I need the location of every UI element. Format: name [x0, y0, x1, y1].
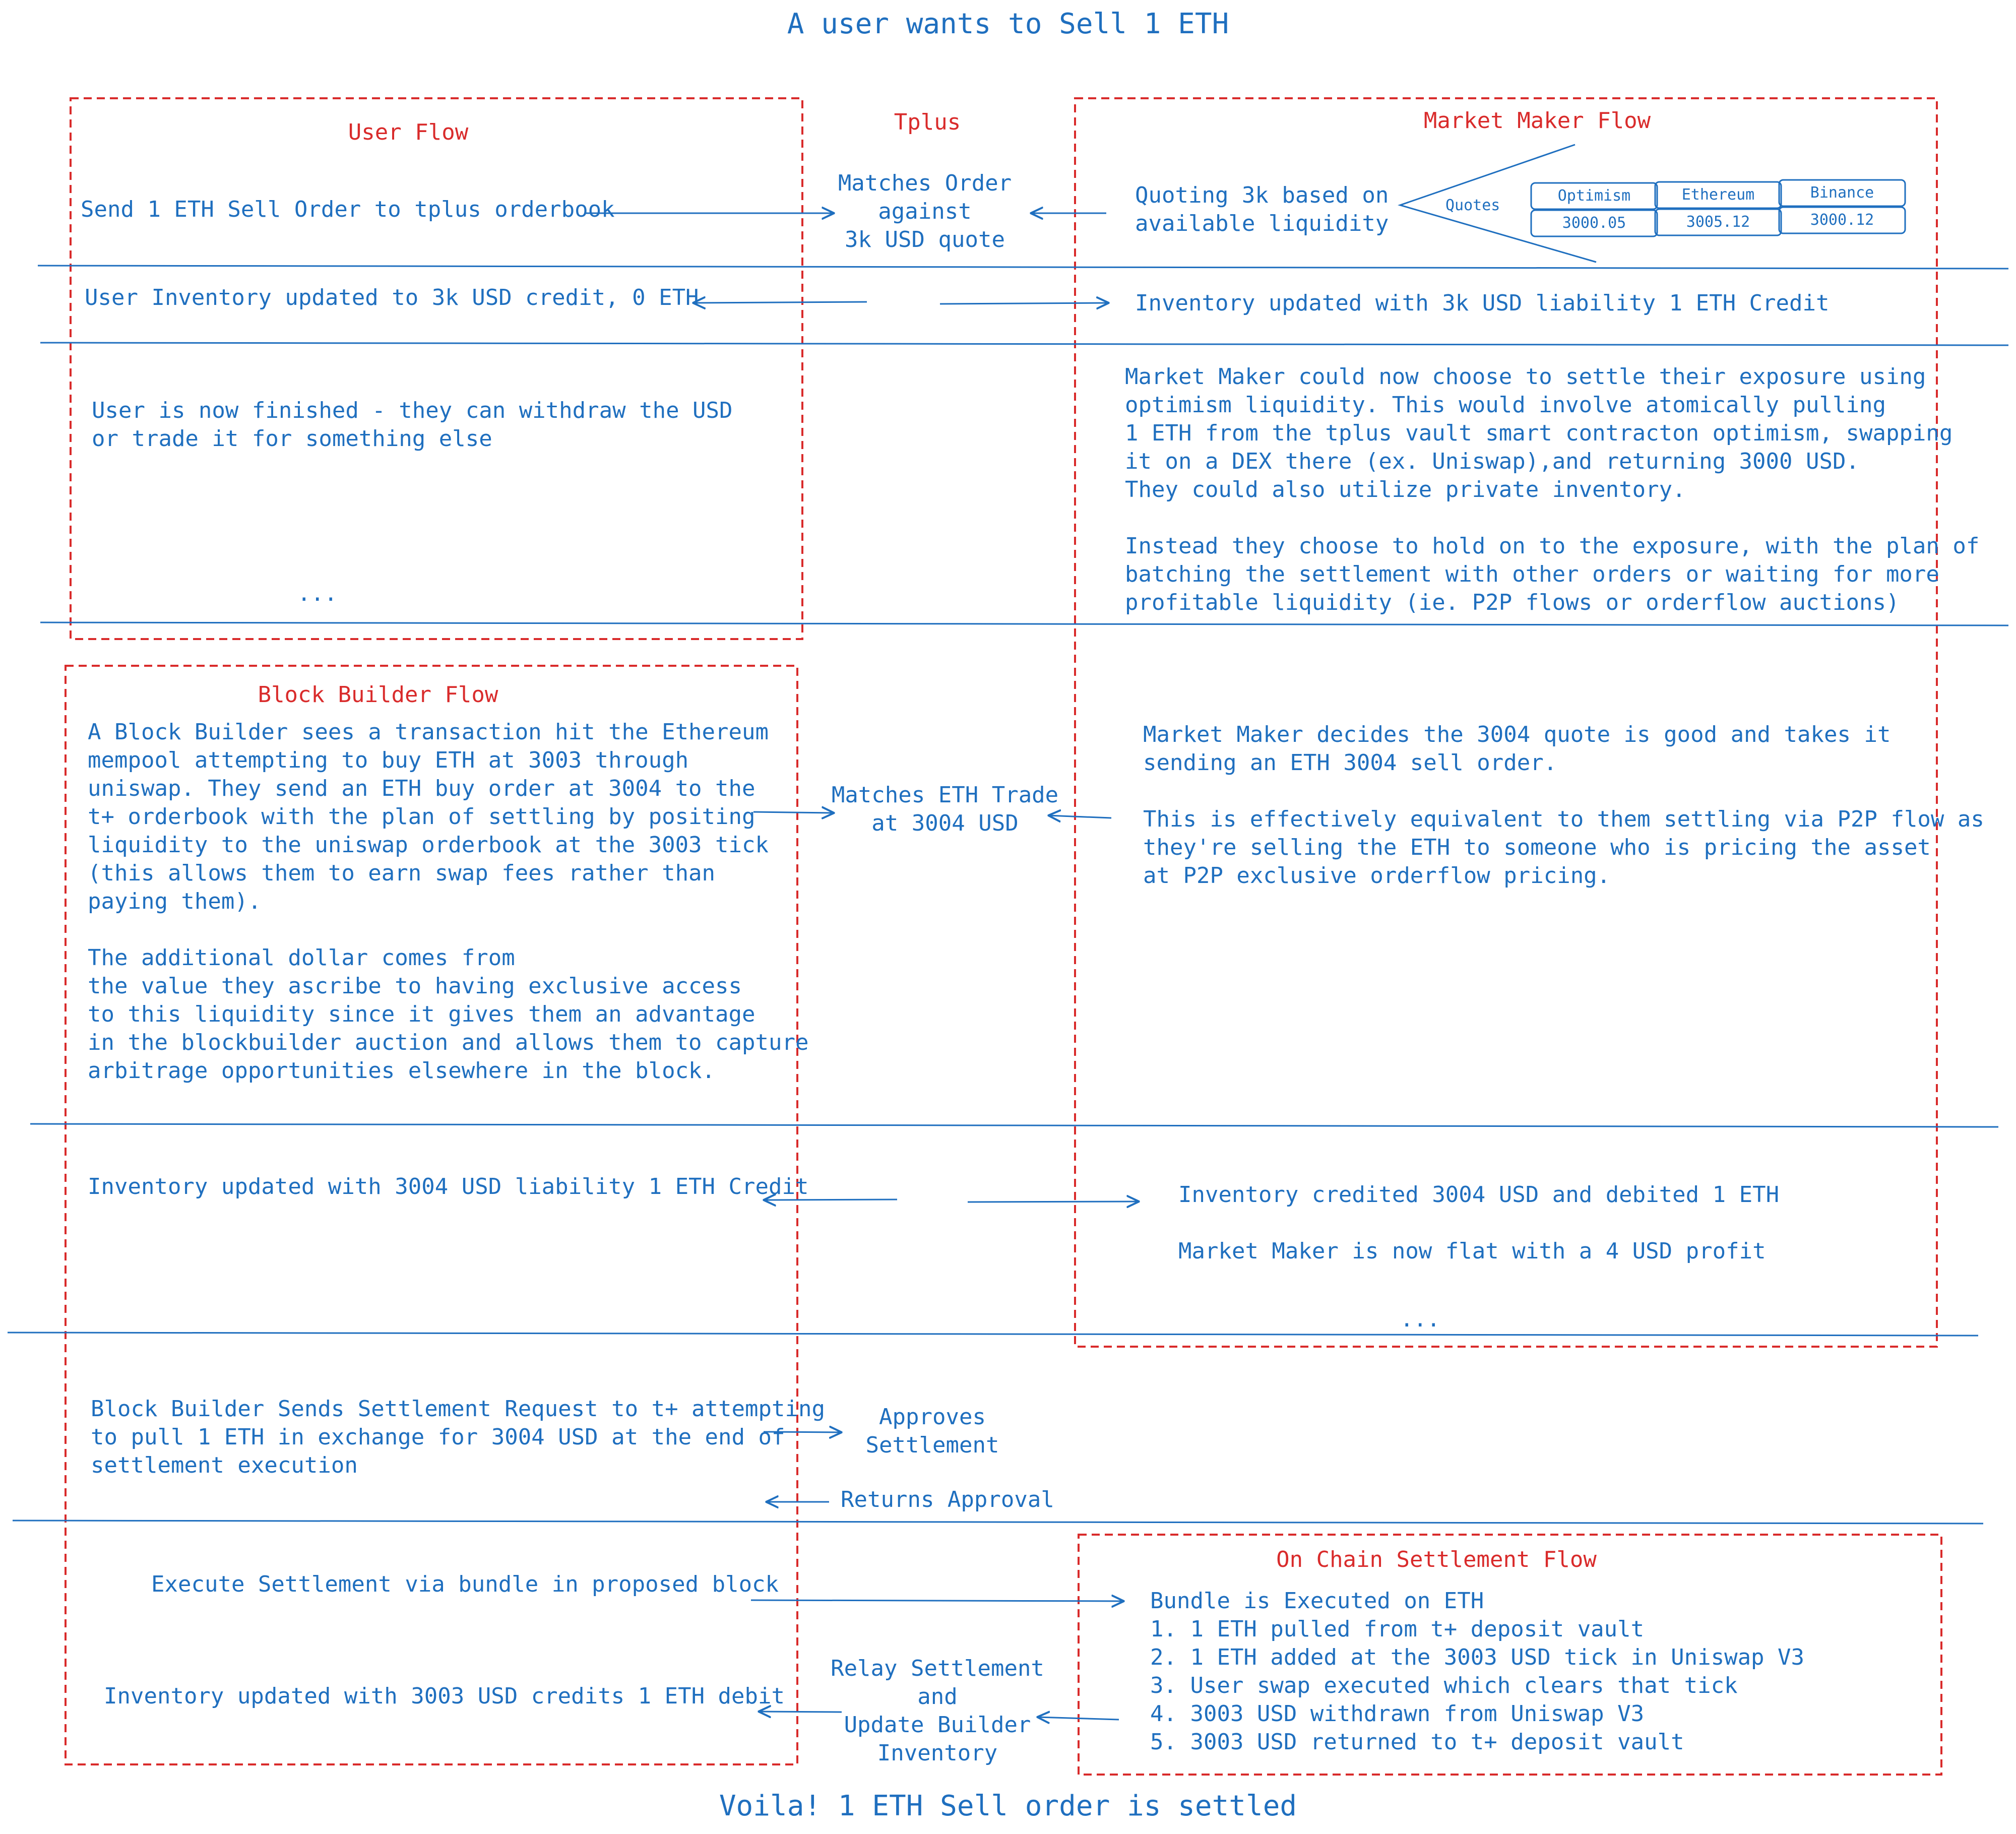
mm-ellipsis: ...	[1400, 1306, 1440, 1332]
diagram-footer: Voila! 1 ETH Sell order is settled	[719, 1790, 1297, 1822]
quotes-label: Quotes	[1445, 197, 1500, 214]
quote-venue-ethereum: Ethereum	[1681, 186, 1755, 204]
arrow-tplus-to-user-inventory	[693, 302, 867, 303]
market-maker-flow-heading: Market Maker Flow	[1423, 108, 1651, 134]
arrow-bb-to-onchain	[751, 1600, 1124, 1601]
onchain-steps-text: Bundle is Executed on ETH 1. 1 ETH pulled from t+ deposit vault 2. 1 ETH added at the 3003 USD tick in Uniswap V3 3. User swap executed which clears that tick 4. 3003 USD withdrawn from Uniswap V3 5. 3003 USD returned to t+ deposit vault	[1150, 1588, 1805, 1755]
separator-line	[40, 622, 2008, 625]
quote-venue-optimism: Optimism	[1557, 187, 1631, 205]
user-flow-box	[71, 98, 802, 639]
mm-decision-text: Market Maker decides the 3004 quote is good and takes it sending an ETH 3004 sell order. This is effectively equivalent to them settling via P2P flow as they're selling the ETH to someone who is pricing the asset at P2P exclusive orderflow pricing.	[1143, 722, 1984, 889]
quote-price-optimism: 3000.05	[1562, 214, 1626, 232]
user-flow-heading: User Flow	[348, 119, 469, 145]
user-ellipsis: ...	[297, 581, 338, 606]
mm-quoting-text: Quoting 3k based on available liquidity	[1135, 182, 1389, 236]
mm-inventory-text: Inventory updated with 3k USD liability 1 ETH Credit	[1135, 290, 1830, 316]
quote-price-binance: 3000.12	[1810, 211, 1874, 229]
block-builder-flow-heading: Block Builder Flow	[258, 682, 498, 708]
separator-line	[38, 266, 2008, 269]
user-finished-text: User is now finished - they can withdraw the USD or trade it for something else	[92, 398, 733, 452]
on-chain-settlement-heading: On Chain Settlement Flow	[1276, 1547, 1597, 1572]
tplus-relay-settlement-text: Relay Settlement and Update Builder Inventory	[831, 1656, 1044, 1766]
separator-line	[8, 1333, 1978, 1336]
bb-inventory-text: Inventory updated with 3004 USD liability 1 ETH Credit	[88, 1174, 809, 1199]
tplus-match-trade-text: Matches ETH Trade at 3004 USD	[831, 782, 1059, 836]
user-inventory-text: User Inventory updated to 3k USD credit, 0 ETH	[85, 285, 699, 310]
arrow-tplus-to-mm-credit	[968, 1201, 1139, 1202]
separator-line	[30, 1124, 1998, 1127]
diagram-title: A user wants to Sell 1 ETH	[787, 8, 1229, 40]
arrow-tplus-to-mm-inventory	[940, 303, 1109, 304]
separator-line	[40, 343, 2008, 345]
bb-execute-settlement-text: Execute Settlement via bundle in proposed block	[151, 1571, 779, 1597]
tplus-heading: Tplus	[894, 109, 961, 135]
block-builder-explanation-text: A Block Builder sees a transaction hit the Ethereum mempool attempting to buy ETH at 3003 through uniswap. They send an ETH buy order at 3004 to the t+ orderbook with the plan of settling by positing liquidity to the uniswap orderbook at the 3003 tick (this allows them to earn swap fees rather than paying them). The additional dollar comes from the value they ascribe to having exclusive access to this liquidity since it gives them an advantage in the blockbuilder auction and allows them to capture arbitrage opportunities elsewhere in the block.	[88, 719, 809, 1084]
tplus-returns-approval-text: Returns Approval	[841, 1487, 1054, 1512]
quote-price-ethereum: 3005.12	[1686, 213, 1750, 231]
bb-settlement-request-text: Block Builder Sends Settlement Request to t+ attempting to pull 1 ETH in exchange for 3004 USD at the end of settlement execution	[91, 1396, 825, 1478]
tplus-approves-text: Approves Settlement	[865, 1404, 999, 1458]
mm-settle-option-text: Market Maker could now choose to settle their exposure using optimism liquidity. This would involve atomically pulling 1 ETH from the tplus vault smart contracton optimism, swapping it on a DEX there (ex. Uniswap),and returning 3000 USD. They could also utilize private inventory. Instead they choose to hold on to the exposure, with the plan of batching the settlement with other orders or waiting for more profitable liquidity (ie. P2P flows or orderflow auctions)	[1125, 364, 1980, 615]
user-send-order-text: Send 1 ETH Sell Order to tplus orderbook	[81, 197, 615, 222]
bb-final-inventory-text: Inventory updated with 3003 USD credits 1 ETH debit	[104, 1683, 785, 1709]
mm-credited-text: Inventory credited 3004 USD and debited 1 ETH Market Maker is now flat with a 4 USD profit	[1178, 1182, 1780, 1264]
separator-line	[13, 1521, 1983, 1524]
quote-venue-binance: Binance	[1810, 184, 1874, 202]
tplus-match-order-text: Matches Order against 3k USD quote	[838, 170, 1012, 252]
